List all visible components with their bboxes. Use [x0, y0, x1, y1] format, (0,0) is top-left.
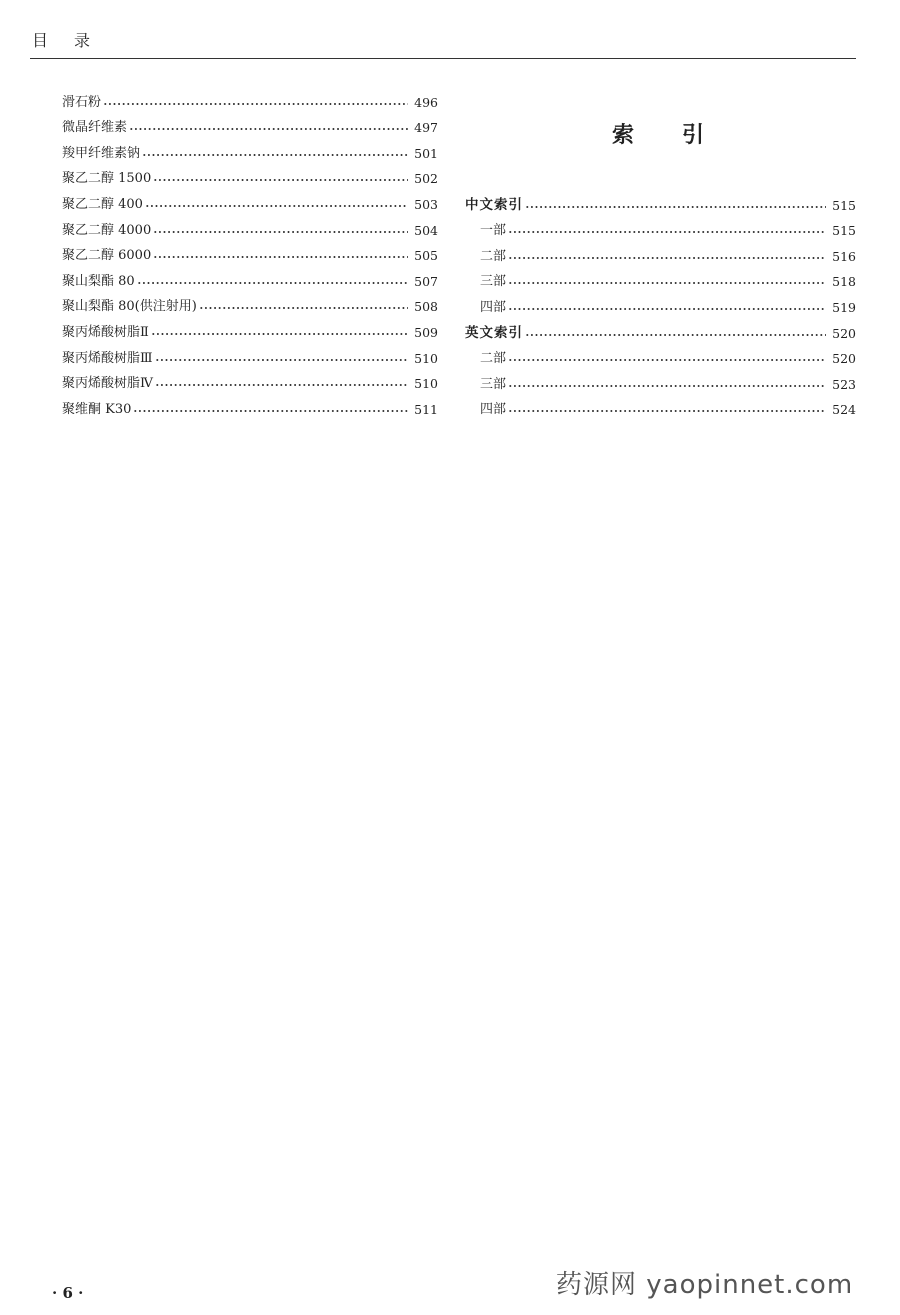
entry-page: 520 — [832, 351, 856, 367]
entry-label: 二部 — [480, 351, 507, 367]
dot-leader — [153, 251, 408, 259]
dot-leader — [145, 200, 408, 208]
entry-label: 滑石粉 — [62, 94, 102, 110]
entry-page: 508 — [414, 299, 438, 315]
entry-label: 一部 — [480, 223, 507, 239]
toc-left-column — [62, 84, 438, 417]
entry-page: 511 — [414, 401, 438, 417]
dot-leader — [142, 149, 408, 157]
entry-page: 515 — [832, 197, 856, 213]
running-header: 目录 — [32, 31, 117, 50]
dot-leader — [133, 405, 408, 413]
toc-entry[interactable] — [465, 238, 856, 264]
dot-leader — [137, 277, 408, 285]
entry-page: 497 — [414, 120, 438, 136]
toc-entry[interactable] — [465, 392, 856, 418]
entry-label: 聚丙烯酸树脂Ⅳ — [62, 376, 153, 392]
entry-label: 聚乙二醇 1500 — [62, 171, 152, 187]
entry-label: 羧甲纤维素钠 — [62, 145, 141, 161]
toc-entry[interactable] — [465, 213, 856, 239]
dot-leader — [508, 277, 826, 285]
entry-label: 聚丙烯酸树脂Ⅱ — [62, 324, 149, 340]
page-number: · 6 · — [52, 1284, 84, 1302]
toc-entry[interactable] — [465, 264, 856, 290]
toc-entry[interactable] — [62, 391, 438, 417]
header-rule — [30, 58, 856, 59]
entry-page: 496 — [414, 94, 438, 110]
toc-entry[interactable] — [465, 341, 856, 367]
toc-entry[interactable] — [62, 84, 438, 110]
dot-leader — [508, 252, 826, 260]
entry-label: 四部 — [480, 402, 507, 418]
toc-entry[interactable] — [62, 263, 438, 289]
entry-page: 518 — [832, 274, 856, 290]
entry-page: 507 — [414, 273, 438, 289]
dot-leader — [129, 123, 408, 131]
dot-leader — [508, 354, 826, 362]
entry-page: 504 — [414, 222, 438, 238]
entry-label: 聚乙二醇 4000 — [62, 222, 152, 238]
entry-label: 二部 — [480, 248, 507, 264]
dot-leader — [525, 201, 826, 209]
entry-label: 英文索引 — [465, 324, 523, 341]
toc-entry[interactable] — [62, 135, 438, 161]
dot-leader — [508, 380, 826, 388]
entry-label: 聚山梨酯 80 — [62, 273, 135, 289]
dot-leader — [525, 329, 826, 337]
toc-entry[interactable] — [465, 315, 856, 341]
dot-leader — [199, 302, 408, 310]
entry-page: 524 — [832, 402, 856, 418]
entry-page: 505 — [414, 248, 438, 264]
dot-leader — [508, 226, 826, 234]
toc-entry[interactable] — [465, 187, 856, 213]
entry-page: 502 — [414, 171, 438, 187]
toc-entry[interactable] — [62, 161, 438, 187]
index-title: 索引 — [612, 123, 753, 148]
dot-leader — [508, 405, 826, 413]
toc-entry[interactable] — [465, 366, 856, 392]
toc-entry[interactable] — [62, 238, 438, 264]
toc-entry[interactable] — [62, 314, 438, 340]
toc-entry[interactable] — [62, 366, 438, 392]
entry-label: 聚乙二醇 400 — [62, 196, 143, 212]
toc-entry[interactable] — [62, 212, 438, 238]
watermark: 药源网 yaopinnet.com — [556, 1270, 854, 1300]
entry-page: 523 — [832, 376, 856, 392]
dot-leader — [151, 328, 408, 336]
entry-label: 中文索引 — [465, 196, 523, 213]
entry-label: 聚乙二醇 6000 — [62, 248, 152, 264]
entry-page: 501 — [414, 145, 438, 161]
dot-leader — [155, 379, 408, 387]
entry-page: 520 — [832, 325, 856, 341]
toc-entry[interactable] — [62, 340, 438, 366]
entry-label: 四部 — [480, 299, 507, 315]
entry-page: 510 — [414, 376, 438, 392]
entry-label: 三部 — [480, 274, 507, 290]
dot-leader — [153, 174, 408, 182]
entry-label: 聚山梨酯 80(供注射用) — [62, 299, 197, 315]
dot-leader — [153, 226, 408, 234]
entry-page: 515 — [832, 223, 856, 239]
dot-leader — [103, 98, 408, 106]
entry-label: 聚维酮 K30 — [62, 401, 132, 417]
toc-entry[interactable] — [465, 289, 856, 315]
entry-label: 微晶纤维素 — [62, 120, 128, 136]
entry-label: 聚丙烯酸树脂Ⅲ — [62, 350, 153, 366]
toc-right-column — [465, 187, 856, 417]
entry-page: 510 — [414, 350, 438, 366]
entry-page: 516 — [832, 248, 856, 264]
toc-entry[interactable] — [62, 110, 438, 136]
entry-page: 509 — [414, 324, 438, 340]
toc-entry[interactable] — [62, 186, 438, 212]
entry-page: 519 — [832, 299, 856, 315]
dot-leader — [155, 354, 408, 362]
entry-label: 三部 — [480, 376, 507, 392]
entry-page: 503 — [414, 196, 438, 212]
dot-leader — [508, 303, 826, 311]
toc-entry[interactable] — [62, 289, 438, 315]
